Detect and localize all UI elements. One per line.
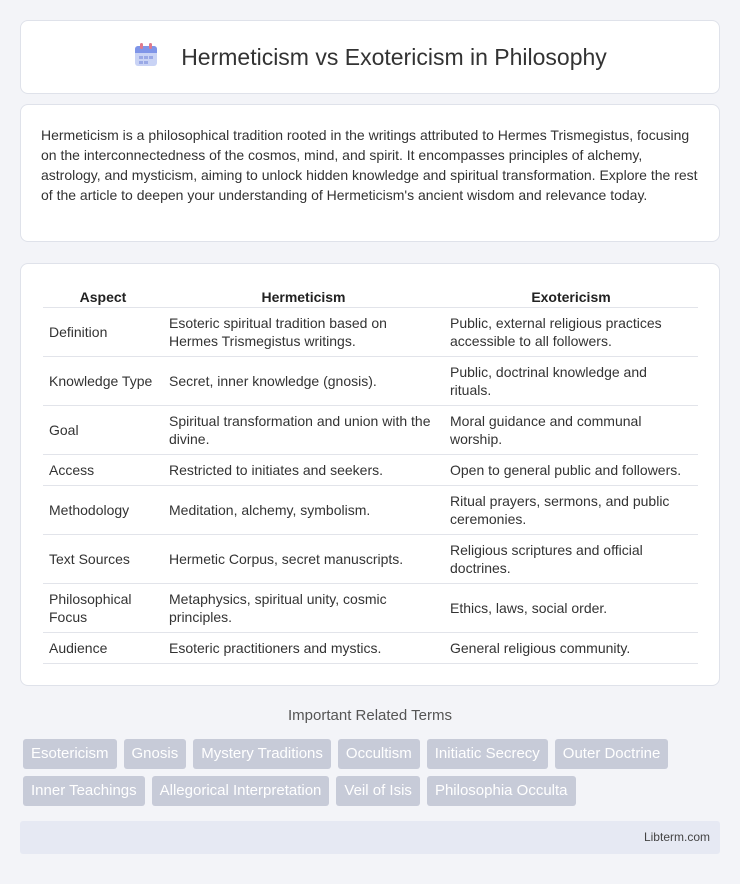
- table-row: [43, 485, 698, 534]
- table-row: [43, 583, 698, 632]
- calendar-icon: [133, 42, 159, 73]
- header-hermeticism: Hermeticism: [163, 284, 444, 307]
- row-aspect: Philosophical Focus: [43, 583, 163, 632]
- row-exotericism: Public, external religious practices accessible to all followers.: [444, 307, 698, 356]
- table-row: [43, 454, 698, 485]
- tag-initiatic-secrecy[interactable]: Initiatic Secrecy: [427, 739, 548, 769]
- table-row: [43, 356, 698, 405]
- row-aspect: Audience: [43, 632, 163, 663]
- row-aspect: Text Sources: [43, 534, 163, 583]
- table-row: [43, 307, 698, 356]
- tag-allegorical-interpretation[interactable]: Allegorical Interpretation: [152, 776, 330, 806]
- tag-outer-doctrine[interactable]: Outer Doctrine: [555, 739, 669, 769]
- comparison-table-card: [20, 263, 720, 686]
- row-hermeticism: Esoteric practitioners and mystics.: [163, 632, 444, 663]
- row-exotericism: Public, doctrinal knowledge and rituals.: [444, 356, 698, 405]
- row-hermeticism: Spiritual transformation and union with the divine.: [163, 405, 444, 454]
- row-aspect: Knowledge Type: [43, 356, 163, 405]
- row-hermeticism: Secret, inner knowledge (gnosis).: [163, 356, 444, 405]
- row-exotericism: Ritual prayers, sermons, and public ceremonies.: [444, 485, 698, 534]
- row-hermeticism: Esoteric spiritual tradition based on Hermes Trismegistus writings.: [163, 307, 444, 356]
- row-aspect: Goal: [43, 405, 163, 454]
- header-exotericism: Exotericism: [444, 284, 698, 307]
- row-hermeticism: Restricted to initiates and seekers.: [163, 454, 444, 485]
- tag-row-2: [23, 776, 723, 806]
- related-tags: [23, 739, 723, 813]
- header-card: [20, 20, 720, 94]
- comparison-table: [43, 284, 698, 664]
- row-aspect: Methodology: [43, 485, 163, 534]
- row-aspect: Definition: [43, 307, 163, 356]
- table-row: [43, 534, 698, 583]
- row-hermeticism: Hermetic Corpus, secret manuscripts.: [163, 534, 444, 583]
- tag-inner-teachings[interactable]: Inner Teachings: [23, 776, 145, 806]
- intro-text: Hermeticism is a philosophical tradition rooted in the writings attributed to Hermes Trismegistus, focusing on the interconnectedness of the cosmos, mind, and spirit. It encompasses principles of alchemy, astrology, and mysticism, aiming to unlock hidden knowledge and spiritual transformation. Explore the rest of the article to deepen your understanding of Hermeticism's ancient wisdom and relevance today.: [41, 127, 698, 203]
- page-title: Hermeticism vs Exotericism in Philosophy: [181, 43, 607, 70]
- title-wrap: [133, 42, 607, 73]
- tag-philosophia-occulta[interactable]: Philosophia Occulta: [427, 776, 576, 806]
- row-exotericism: Ethics, laws, social order.: [444, 583, 698, 632]
- row-hermeticism: Metaphysics, spiritual unity, cosmic principles.: [163, 583, 444, 632]
- table-row: [43, 632, 698, 663]
- row-exotericism: Moral guidance and communal worship.: [444, 405, 698, 454]
- table-row: [43, 405, 698, 454]
- intro-card: [20, 104, 720, 242]
- tag-occultism[interactable]: Occultism: [338, 739, 420, 769]
- tag-mystery-traditions[interactable]: Mystery Traditions: [193, 739, 331, 769]
- table-header-row: [43, 284, 698, 307]
- related-terms-title: Important Related Terms: [288, 707, 452, 724]
- footer: [20, 821, 720, 854]
- row-hermeticism: Meditation, alchemy, symbolism.: [163, 485, 444, 534]
- tag-esotericism[interactable]: Esotericism: [23, 739, 117, 769]
- row-aspect: Access: [43, 454, 163, 485]
- tag-gnosis[interactable]: Gnosis: [124, 739, 187, 769]
- row-exotericism: Open to general public and followers.: [444, 454, 698, 485]
- tag-veil-of-isis[interactable]: Veil of Isis: [336, 776, 420, 806]
- footer-site-link[interactable]: Libterm.com: [643, 830, 710, 844]
- row-exotericism: Religious scriptures and official doctrines.: [444, 534, 698, 583]
- tag-row-1: [23, 739, 723, 769]
- header-aspect: Aspect: [43, 284, 163, 307]
- row-exotericism: General religious community.: [444, 632, 698, 663]
